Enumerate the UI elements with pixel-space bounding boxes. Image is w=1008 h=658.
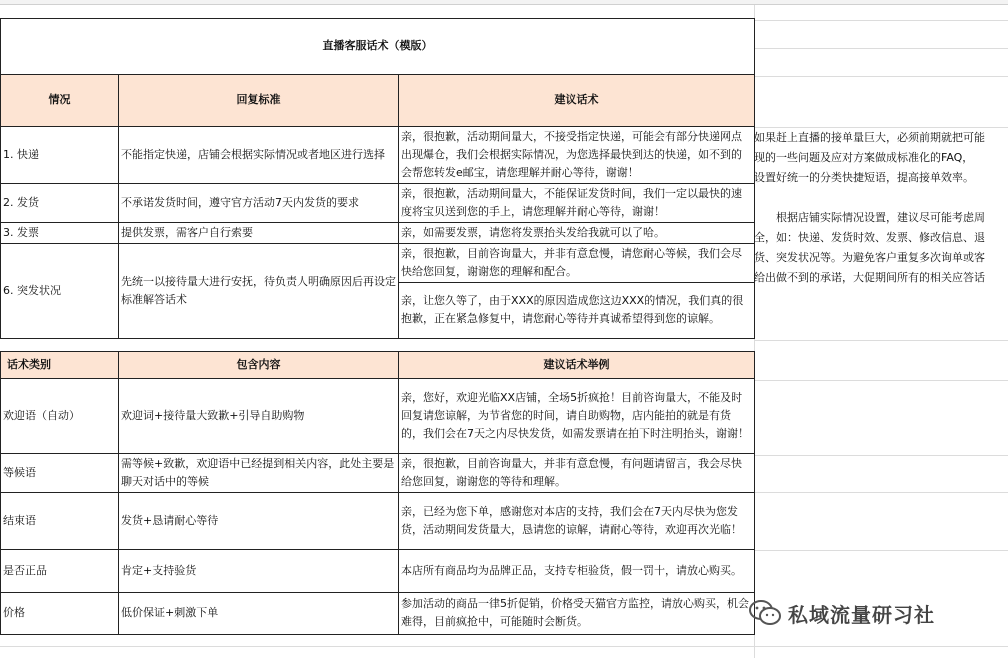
side-note-line: 给出做不到的承诺，大促期间所有的相关应答话 <box>754 271 985 284</box>
side-note-line: 全，如：快递、发货时效、发票、修改信息、退 <box>754 231 985 244</box>
table-row[interactable] <box>1 222 755 243</box>
watermark-text: 私域流量研习社 <box>788 602 935 627</box>
cell-content[interactable]: 发货+恳请耐心等待 <box>119 492 399 549</box>
cell-situation[interactable]: 6. 突发状况 <box>1 243 119 338</box>
page-title: 直播客服话术（模版） <box>1 18 755 74</box>
watermark <box>748 598 935 628</box>
table-row[interactable] <box>1 378 755 453</box>
cell-situation[interactable]: 3. 发票 <box>1 222 119 243</box>
cell-example[interactable]: 亲，很抱歉，目前咨询量大，并非有意怠慢，有问题请留言，我会尽快给您回复，谢谢您的等待和理解。 <box>399 453 755 492</box>
cell-example[interactable]: 参加活动的商品一律5折促销，价格受天猫官方监控，请放心购买，机会难得，目前疯抢中，可能随时会断货。 <box>399 592 755 634</box>
cell-standard[interactable]: 先统一以接待量大进行安抚，待负责人明确原因后再设定标准解答话术 <box>119 243 399 338</box>
table-row[interactable] <box>1 549 755 592</box>
cell-content[interactable]: 需等候+致歉，欢迎语中已经提到相关内容，此处主要是聊天对话中的等候 <box>119 453 399 492</box>
header-example: 建议话术举例 <box>399 351 755 378</box>
cell-script[interactable]: 亲，很抱歉，目前咨询量大，并非有意怠慢，请您耐心等候，我们会尽快给您回复，谢谢您的理解和配合。 <box>399 243 755 282</box>
side-note-line <box>754 188 1008 208</box>
cell-example[interactable]: 本店所有商品均为品牌正品，支持专柜验货，假一罚十，请放心购买。 <box>399 549 755 592</box>
side-note-line: 根据店铺实际情况设置，建议尽可能考虑周 <box>754 211 985 224</box>
cell-content[interactable]: 肯定+支持验货 <box>119 549 399 592</box>
header-category: 话术类别 <box>1 351 119 378</box>
cell-situation[interactable]: 1. 快递 <box>1 126 119 183</box>
gap-row <box>1 338 755 351</box>
side-note-line: 现的一些问题及应对方案做成标准化的FAQ， <box>754 151 974 164</box>
cell-standard[interactable]: 不承诺发货时间，遵守官方活动7天内发货的要求 <box>119 183 399 222</box>
cell-script[interactable]: 亲，让您久等了，由于XXX的原因造成您这边XXX的情况，我们真的很抱歉，正在紧急修复中，请您耐心等待并真诚希望得到您的谅解。 <box>399 282 755 338</box>
header-content: 包含内容 <box>119 351 399 378</box>
table-row[interactable] <box>1 243 755 282</box>
cell-situation[interactable]: 2. 发货 <box>1 183 119 222</box>
cell-category[interactable]: 是否正品 <box>1 549 119 592</box>
cell-script[interactable]: 亲，很抱歉，活动期间量大，不接受指定快递，可能会有部分快递网点出现爆仓，我们会根据实际情况，为您选择最快到达的快递，如不到的会帮您转发e邮宝，请您理解并耐心等待，谢谢！ <box>399 126 755 183</box>
header-reply-standard: 回复标准 <box>119 74 399 126</box>
side-note-line: 如果赶上直播的接单量巨大，必须前期就把可能 <box>754 131 985 144</box>
side-notes[interactable] <box>754 128 1008 288</box>
cell-example[interactable]: 亲，您好，欢迎光临XX店铺，全场5折疯抢！目前咨询量大，不能及时回复请您谅解，为节省您的时间，请自助购物，店内能拍的就是有货的，我们会在7天之内尽快发货，如需发票请在拍下时注明抬头，谢谢！ <box>399 378 755 453</box>
cell-category[interactable]: 欢迎语（自动） <box>1 378 119 453</box>
cell-category[interactable]: 等候语 <box>1 453 119 492</box>
cell-standard[interactable]: 提供发票，需客户自行索要 <box>119 222 399 243</box>
cell-content[interactable]: 低价保证+刺激下单 <box>119 592 399 634</box>
cell-category[interactable]: 结束语 <box>1 492 119 549</box>
wechat-icon <box>748 599 782 627</box>
header-situation: 情况 <box>1 74 119 126</box>
table-row[interactable] <box>1 492 755 549</box>
cell-example[interactable]: 亲，已经为您下单，感谢您对本店的支持，我们会在7天内尽快为您发货，活动期间发货量大，恳请您的谅解，请耐心等待，欢迎再次光临！ <box>399 492 755 549</box>
side-note-line: 设置好统一的分类快捷短语，提高接单效率。 <box>754 171 974 184</box>
cell-script[interactable]: 亲，很抱歉，活动期间量大，不能保证发货时间，我们一定以最快的速度将宝贝送到您的手上，请您理解并耐心等待，谢谢！ <box>399 183 755 222</box>
table-row[interactable] <box>1 126 755 183</box>
header-suggested-script: 建议话术 <box>399 74 755 126</box>
table-row[interactable] <box>1 453 755 492</box>
blank-row <box>1 0 755 18</box>
cell-standard[interactable]: 不能指定快递，店铺会根据实际情况或者地区进行选择 <box>119 126 399 183</box>
cell-script[interactable]: 亲，如需要发票，请您将发票抬头发给我就可以了哈。 <box>399 222 755 243</box>
cell-category[interactable]: 价格 <box>1 592 119 634</box>
side-note-line: 货、突发状况等。为避免客户重复多次询单或客 <box>754 251 985 264</box>
table-row[interactable] <box>1 592 755 634</box>
table-row[interactable] <box>1 183 755 222</box>
cell-content[interactable]: 欢迎词+接待量大致歉+引导自助购物 <box>119 378 399 453</box>
